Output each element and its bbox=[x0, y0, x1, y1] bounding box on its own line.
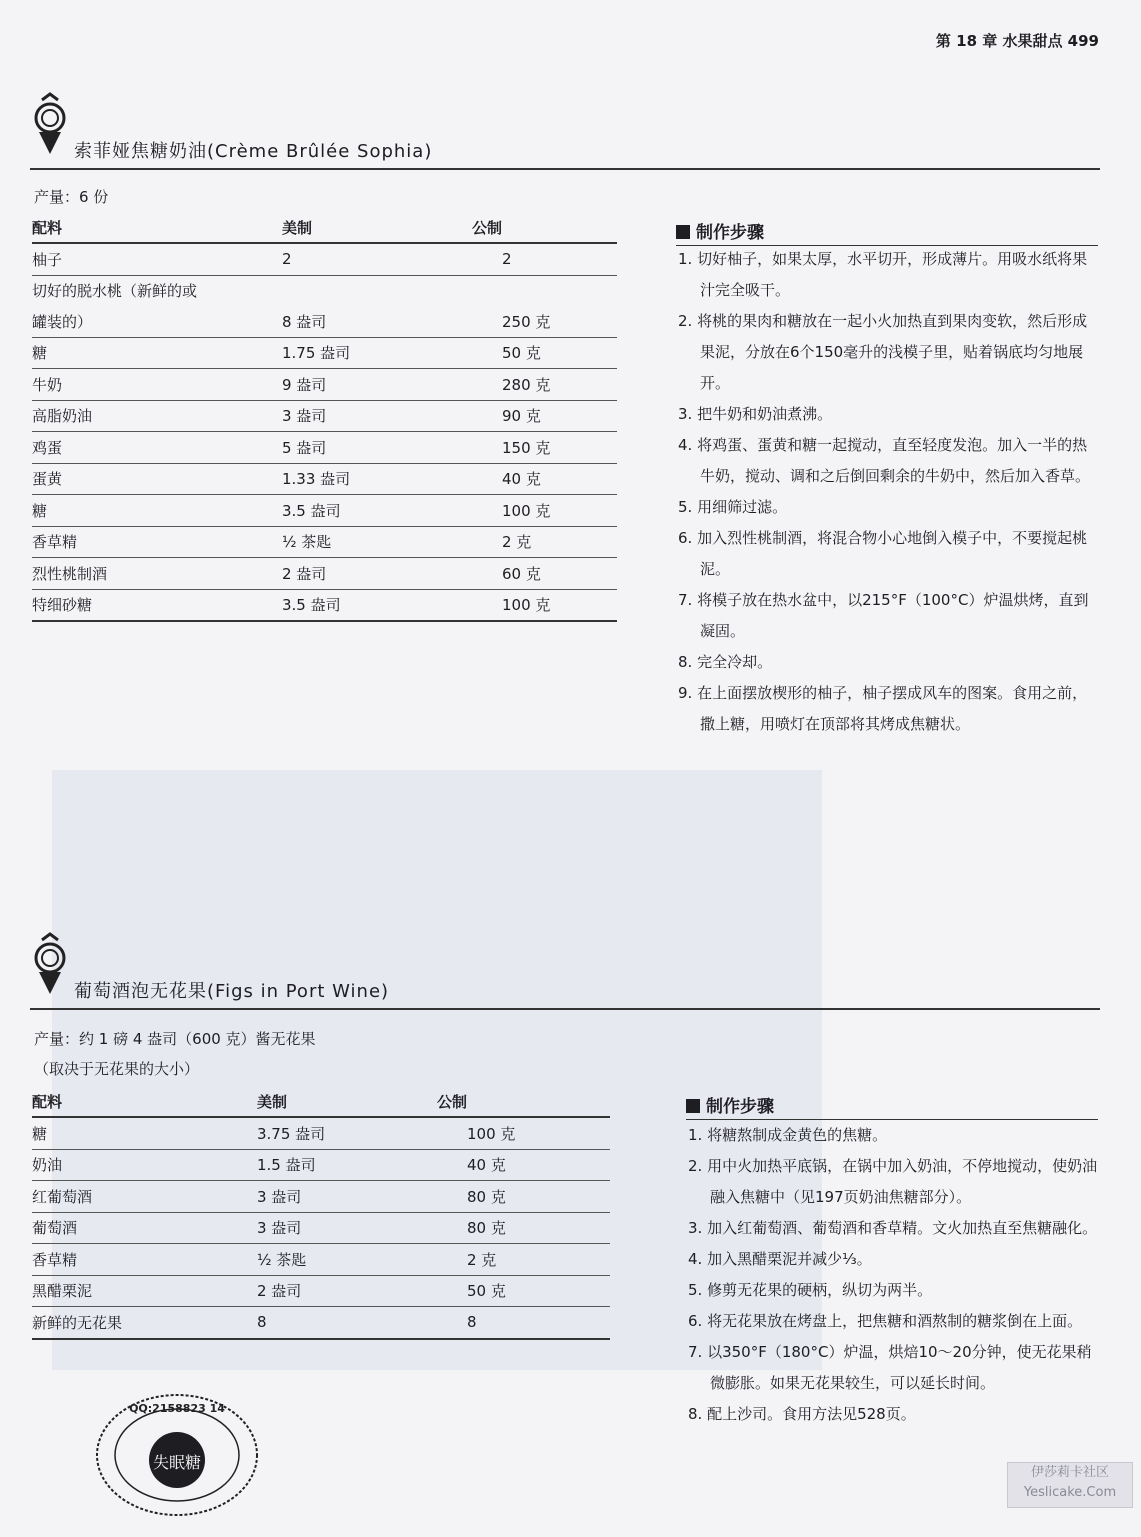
recipe1-steps-list bbox=[678, 244, 1098, 740]
metric-amount: 80 克 bbox=[437, 1181, 610, 1213]
ingredient-row bbox=[32, 432, 617, 464]
us-amount: 1.33 盎司 bbox=[282, 463, 472, 495]
step-item: 8. 配上沙司。食用方法见528页。 bbox=[688, 1405, 916, 1423]
ingredient-name: 葡萄酒 bbox=[32, 1212, 257, 1244]
ingredient-row bbox=[32, 1181, 610, 1213]
step-item: 9. 在上面摆放楔形的柚子，柚子摆成风车的图案。食用之前，撒上糖，用喷灯在顶部将其烤成焦糖状。 bbox=[678, 684, 1088, 733]
step-item: 4. 将鸡蛋、蛋黄和糖一起搅动，直至轻度发泡。加入一半的热牛奶，搅动、调和之后倒回剩余的牛奶中，然后加入香草。 bbox=[678, 436, 1091, 485]
recipe2-title-row bbox=[30, 968, 1100, 1010]
steps-heading-label: 制作步骤 bbox=[696, 223, 764, 243]
metric-amount: 40 克 bbox=[472, 463, 617, 495]
ingredient-name: 切好的脱水桃（新鲜的或 bbox=[32, 282, 198, 301]
ingredient-name: 香草精 bbox=[32, 1244, 257, 1276]
us-amount: 3.5 盎司 bbox=[282, 495, 472, 527]
us-amount: 1.75 盎司 bbox=[282, 337, 472, 369]
ingredient-name: 糖 bbox=[32, 337, 282, 369]
col-us: 美制 bbox=[257, 1086, 437, 1117]
ingredient-name: 新鲜的无花果 bbox=[32, 1307, 257, 1339]
recipe2-title: 葡萄酒泡无花果(Figs in Port Wine) bbox=[74, 981, 390, 1002]
ingredient-name: 红葡萄酒 bbox=[32, 1181, 257, 1213]
watermark-line1: 伊莎莉卡社区 bbox=[1030, 1465, 1109, 1480]
step-item: 3. 加入红葡萄酒、葡萄酒和香草精。文火加热直至焦糖融化。 bbox=[688, 1219, 1098, 1237]
ingredient-name: 糖 bbox=[32, 495, 282, 527]
metric-amount: 40 克 bbox=[437, 1149, 610, 1181]
recipe2-ingredient-table bbox=[32, 1086, 610, 1340]
col-metric: 公制 bbox=[472, 212, 617, 243]
step-item: 1. 切好柚子，如果太厚，水平切开，形成薄片。用吸水纸将果汁完全吸干。 bbox=[678, 250, 1088, 299]
us-amount: 3.75 盎司 bbox=[257, 1117, 437, 1149]
step-item: 5. 用细筛过滤。 bbox=[678, 498, 788, 516]
stamp-top-text: QQ:2158823 14 bbox=[129, 1402, 225, 1415]
ingredient-row bbox=[32, 275, 617, 306]
ingredient-row bbox=[32, 1244, 610, 1276]
metric-amount: 100 克 bbox=[472, 589, 617, 621]
step-item: 3. 把牛奶和奶油煮沸。 bbox=[678, 405, 833, 423]
us-amount: 8 bbox=[257, 1307, 437, 1339]
col-ingredient: 配料 bbox=[32, 212, 282, 243]
recipe2-yield-line2: （取决于无花果的大小） bbox=[34, 1060, 200, 1078]
ingredient-row bbox=[32, 589, 617, 621]
us-amount: 9 盎司 bbox=[282, 369, 472, 401]
recipe1-ingredient-table bbox=[32, 212, 617, 622]
metric-amount: 8 bbox=[437, 1307, 610, 1339]
ingredient-row bbox=[32, 337, 617, 369]
metric-amount: 90 克 bbox=[472, 400, 617, 432]
step-item: 7. 将模子放在热水盆中，以215°F（100°C）炉温烘烤，直到凝固。 bbox=[678, 591, 1089, 640]
us-amount: 2 盎司 bbox=[282, 558, 472, 590]
us-amount: 8 盎司 bbox=[282, 306, 472, 337]
ingredient-name: 烈性桃制酒 bbox=[32, 558, 282, 590]
square-bullet-icon bbox=[676, 225, 690, 239]
ingredient-row bbox=[32, 243, 617, 275]
step-item: 2. 将桃的果肉和糖放在一起小火加热直到果肉变软，然后形成果泥，分放在6个150毫升的浅模子里，贴着锅底均匀地展开。 bbox=[678, 312, 1088, 392]
recipe2-yield-line1: 产量：约 1 磅 4 盎司（600 克）酱无花果 bbox=[34, 1030, 316, 1048]
seal-stamp-icon bbox=[92, 1390, 262, 1520]
metric-amount: 280 克 bbox=[472, 369, 617, 401]
ingredient-name: 黑醋栗泥 bbox=[32, 1275, 257, 1307]
stamp-center-text: 失眠糖 bbox=[152, 1453, 202, 1472]
ingredient-name: 糖 bbox=[32, 1117, 257, 1149]
chef-emblem-icon bbox=[30, 92, 70, 156]
ingredient-name: 牛奶 bbox=[32, 369, 282, 401]
col-ingredient: 配料 bbox=[32, 1086, 257, 1117]
step-item: 4. 加入黑醋栗泥并减少⅓。 bbox=[688, 1250, 872, 1268]
metric-amount: 2 bbox=[472, 243, 617, 275]
recipe1-title-row bbox=[30, 128, 1100, 170]
ingredient-row bbox=[32, 369, 617, 401]
metric-amount: 250 克 bbox=[472, 306, 617, 337]
step-item: 6. 将无花果放在烤盘上，把焦糖和酒熬制的糖浆倒在上面。 bbox=[688, 1312, 1083, 1330]
step-item: 2. 用中火加热平底锅，在锅中加入奶油，不停地搅动，使奶油融入焦糖中（见197页奶油焦糖部分）。 bbox=[688, 1157, 1098, 1206]
ingredient-name: 高脂奶油 bbox=[32, 400, 282, 432]
col-metric: 公制 bbox=[437, 1086, 610, 1117]
us-amount: ½ 茶匙 bbox=[257, 1244, 437, 1276]
metric-amount: 80 克 bbox=[437, 1212, 610, 1244]
recipe2-steps-heading bbox=[686, 1092, 1098, 1120]
metric-amount: 100 克 bbox=[437, 1117, 610, 1149]
recipe1-steps-heading bbox=[676, 218, 1098, 246]
recipe2-steps-list bbox=[688, 1120, 1098, 1430]
ingredient-row bbox=[32, 495, 617, 527]
step-item: 5. 修剪无花果的硬柄，纵切为两半。 bbox=[688, 1281, 933, 1299]
metric-amount: 50 克 bbox=[472, 337, 617, 369]
site-watermark bbox=[1007, 1462, 1133, 1508]
us-amount: 3 盎司 bbox=[257, 1181, 437, 1213]
metric-amount: 50 克 bbox=[437, 1275, 610, 1307]
ingredient-row bbox=[32, 463, 617, 495]
ingredient-name: 鸡蛋 bbox=[32, 432, 282, 464]
step-item: 8. 完全冷却。 bbox=[678, 653, 773, 671]
ingredient-name: 柚子 bbox=[32, 243, 282, 275]
step-item: 1. 将糖熬制成金黄色的焦糖。 bbox=[688, 1126, 888, 1144]
us-amount: 1.5 盎司 bbox=[257, 1149, 437, 1181]
step-item: 7. 以350°F（180°C）炉温，烘焙10～20分钟，使无花果稍微膨胀。如果无花果较生，可以延长时间。 bbox=[688, 1343, 1092, 1392]
ingredient-row bbox=[32, 1275, 610, 1307]
ingredient-row bbox=[32, 1149, 610, 1181]
chef-emblem-icon bbox=[30, 932, 70, 996]
metric-amount: 60 克 bbox=[472, 558, 617, 590]
metric-amount bbox=[472, 275, 617, 306]
us-amount: 3.5 盎司 bbox=[282, 589, 472, 621]
us-amount: 2 bbox=[282, 243, 472, 275]
ingredient-row bbox=[32, 558, 617, 590]
metric-amount: 100 克 bbox=[472, 495, 617, 527]
ingredient-name: 奶油 bbox=[32, 1149, 257, 1181]
us-amount: 2 盎司 bbox=[257, 1275, 437, 1307]
step-item: 6. 加入烈性桃制酒，将混合物小心地倒入模子中，不要搅起桃泥。 bbox=[678, 529, 1088, 578]
ingredient-row bbox=[32, 400, 617, 432]
square-bullet-icon bbox=[686, 1099, 700, 1113]
page-header: 第 18 章 水果甜点 499 bbox=[935, 32, 1099, 50]
ingredient-row bbox=[32, 306, 617, 337]
metric-amount: 2 克 bbox=[437, 1244, 610, 1276]
metric-amount: 2 克 bbox=[472, 526, 617, 558]
ingredient-name: 特细砂糖 bbox=[32, 589, 282, 621]
us-amount: 3 盎司 bbox=[282, 400, 472, 432]
us-amount: ½ 茶匙 bbox=[282, 526, 472, 558]
ingredient-name: 蛋黄 bbox=[32, 463, 282, 495]
recipe1-yield: 产量：6 份 bbox=[34, 188, 109, 206]
ingredient-row bbox=[32, 1307, 610, 1339]
us-amount: 5 盎司 bbox=[282, 432, 472, 464]
ingredient-row bbox=[32, 526, 617, 558]
steps-heading-label: 制作步骤 bbox=[706, 1097, 774, 1117]
us-amount: 3 盎司 bbox=[257, 1212, 437, 1244]
ingredient-name: 香草精 bbox=[32, 526, 282, 558]
watermark-line2: Yeslicake.Com bbox=[1023, 1485, 1117, 1500]
recipe1-title: 索菲娅焦糖奶油(Crème Brûlée Sophia) bbox=[74, 141, 433, 162]
ingredient-row bbox=[32, 1117, 610, 1149]
metric-amount: 150 克 bbox=[472, 432, 617, 464]
ingredient-name: 罐装的） bbox=[32, 306, 282, 337]
col-us: 美制 bbox=[282, 212, 472, 243]
us-amount bbox=[282, 275, 472, 306]
ingredient-row bbox=[32, 1212, 610, 1244]
